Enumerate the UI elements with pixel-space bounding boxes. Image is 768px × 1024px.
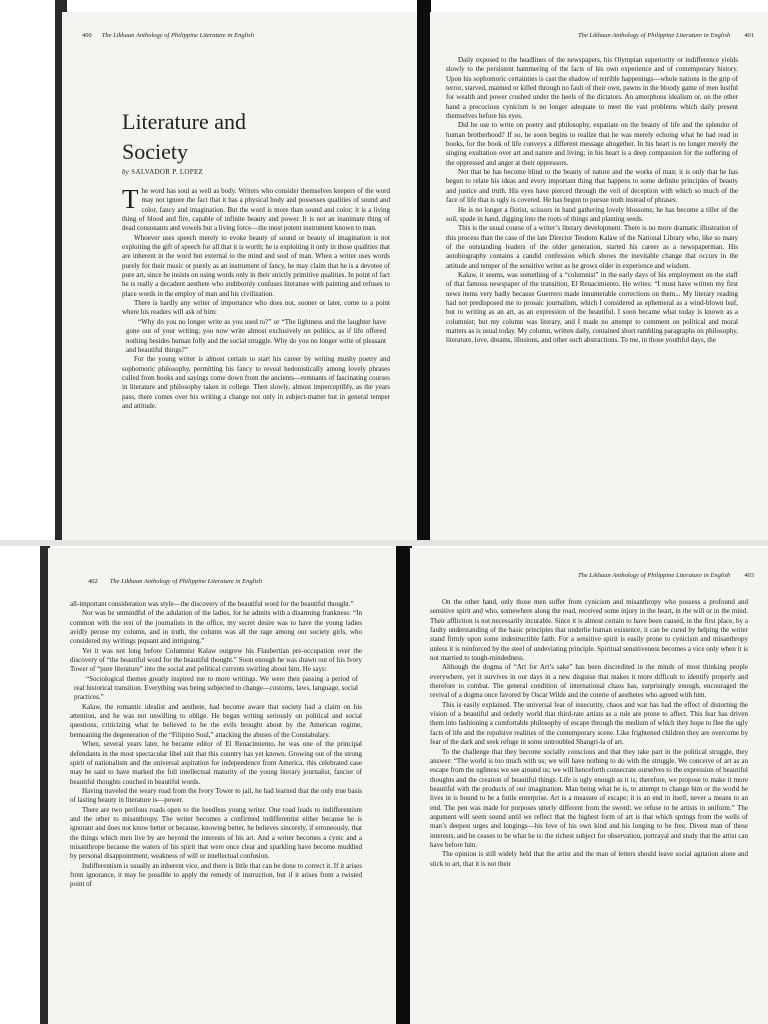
page-403 [410, 548, 768, 1024]
paragraph: Not that he has become blind to the beauty of nature and the works of man; it is only that he has begun to relate his ideas and every important thing that happens to some definite principles of beauty and justice and truth. His eyes have pierced through the veil of deception with which so much of the face of life that is ugly is covered. He has begun to pursue truth instead of phrases. [446, 168, 738, 205]
book-title: The Likhaan Anthology of Philippine Literature in English [101, 32, 254, 39]
paragraph: To the challenge that they become socially conscious and that they take part in the political struggle, they answer: “The world is too much with us; we will have nothing to do with the struggle. We conceive of art as an escape from the ugliness we see around us; we will henceforth consecrate ourselves to the expression of beautiful thoughts and the creation of beautiful things. Life is ugly enough as it is; therefore, we propose to make it more beautiful with the products of our imagination. Man being what he is, to attempt to change him or the world he lives in is bound to be a futile enterprise. Art is a measure of escape; it is an end in itself, never a means to an end. The pen was made for purposes utterly different from the sword; we refuse to be artists in uniform.” The argument will seem sound until we reflect that the highest form of art is that which springs from the wells of man’s deepest urges and longings—his love of his own kind and his longing to be free. Divest man of these interests, and he ceases to be what he is: the richest subject for observation, portrayal and study that the artist can have before him. [430, 747, 748, 849]
article-title: Literature and Society [122, 109, 246, 164]
author-name: SALVADOR P. LOPEZ [131, 168, 204, 176]
paragraph: For the young writer is almost certain to start his career by writing mushy poetry and sophomoric philosophy, permitting his fancy to reveal hedonistically among lovely phrases culled from books and sayings come down from the ancients—remnants of fascinating courses in literature and philosophy taken in college. Then slowly, almost imperceptibly, as the years pass, there comes over his writing a change not only in subject-matter but in general temper and attitude. [122, 355, 390, 410]
paragraph: This is easily explained. The universal fear of insecurity, chaos and war has had the effect of distorting the vision of a beautiful and orderly world that third-rate artists as a rule are prone to affect. This fear has driven them into fashioning a comfortable philosophy of escape through the medium of which they hope to flee the ugly facts of life and the repulsive realities of the contemporary scene. Like frightened children they are overcome by fear of the dark and seek refuge in some untroubled Shangri-la of art. [430, 700, 748, 747]
article-body [70, 600, 362, 890]
article-body [446, 56, 738, 346]
paragraph: Nor was he unmindful of the adulation of the ladies, for he admits with a disarming frankness: “In common with the rest of the journalists in the office, my secret desire was to have the young ladies avidly peruse my column, and in truth, the column was all the rage among our society girls, who considered my writings piquant and intriguing.” [70, 609, 362, 646]
page-number: 402 [88, 578, 98, 585]
paragraph: The opinion is still widely held that the artist and the man of letters should leave social agitation alone and stick to art, that it is not their [430, 850, 748, 868]
book-title: The Likhaan Anthology of Philippine Literature in English [109, 578, 262, 585]
paragraph: Kalaw, it seems, was something of a “columnist” in the early days of his employment on the staff of that famous newspaper of the transition, El Renacimiento. He writes: “I must have written my first news items very badly because Guerrero made innumerable corrections on them... My literary reading had not predisposed me to prosaic journalism, which I considered as ephemeral as a wind-blown leaf, but to writing as an art, as an expression of the beautiful. I soon became what today is known as a columnist; but my column was literary, and I made no attempt to comment on political and moral matters as is usual today. My column, written daily, contained short rambling paragraphs on philosophy, literature, love, dreams, illusions, and other such abstractions. To me, in those youthful days, the [446, 270, 738, 345]
paragraph: Having traveled the weary road from the Ivory Tower to jail, he had learned that the only true basis of lasting beauty in literature is—power. [70, 786, 362, 805]
paragraph: Did he use to write on poetry and philosophy, expatiate on the beauty of life and the splendor of human brotherhood? If so, he soon begins to realize that he was merely echoing what he had read in books, for the book of life conveys a different message altogether. In his heart is no longer merely the singing exultation over art and nature and living; in his heart is a deep compassion for the suffering of the oppressed and anger at their oppressors. [446, 121, 738, 167]
binding-gutter-top [417, 0, 431, 540]
page-number: 401 [744, 32, 754, 39]
running-head [480, 572, 754, 579]
paragraph: There is hardly any writer of importance who does not, sooner or later, come to a point where his readers will ask of him: [122, 299, 390, 317]
paragraph: On the other hand, only those men suffer from cynicism and misanthropy who possess a profound and sensitive spirit and who, somewhere along the road, received some injury in the heart, in the will or in the mind. Their affliction is not necessarily incurable. Since it is almost certain to have been caused, in the first place, by a faulty understanding of the basic principles that underlie human existence, it can be cured by helping the writer stand firmly upon some indestructible faith. For a sensitive spirit is easily prone to cynicism and misanthropy unless it is reinforced by the steel of undeviating principle. Spiritual sensitiveness becomes a vice only when it is not married to tough-mindedness. [430, 598, 748, 663]
paragraph: He is no longer a florist, scissors in hand gathering lovely blossoms; he has become a tiller of the soil, spade in hand, digging into the roots of things and planting seeds. [446, 205, 738, 223]
paragraph: all-important consideration was style—the discovery of the beautiful word for the beautiful thought.” [70, 600, 354, 608]
paragraph: This is the usual course of a writer’s literary development. There is no more dramatic illustration of this process than the case of the late Director Teodoro Kalaw of the National Library who, like so many of the outstanding leaders of the older generation, started his career as a newspaperman. His autobiography contains a candid confession which shows the inevitable change that occurs in the attitude and temper of the sensitive writer as he grows older in experience and wisdom. [446, 224, 738, 270]
book-title: The Likhaan Anthology of Philippine Literature in English [578, 572, 731, 579]
article-body [430, 598, 748, 869]
paragraph: Although the dogma of “Art for Art’s sake” has been discredited in the minds of most thinking people everywhere, yet it survives in our days in a new disguise that makes it more difficult to identify properly and therefore to combat. The general condition of international chaos has, surprisingly enough, encouraged the revival of a dogma once favored by Oscar Wilde and the coterie of aesthetes who agreed with him. [430, 663, 748, 700]
running-head [82, 32, 403, 39]
running-head [480, 32, 754, 39]
scan-separator [0, 540, 768, 546]
book-title: The Likhaan Anthology of Philippine Literature in English [578, 32, 731, 39]
page-401 [430, 12, 768, 540]
page-number: 403 [744, 572, 754, 579]
drop-cap: T [122, 184, 139, 214]
byline: by SALVADOR P. LOPEZ [122, 168, 204, 176]
paragraph: Indifferentism is usually an inherent vice, and there is little that can be done to correct it. If it arises from ignorance, it may be possible to apply the remedy of instruction, but if it arises from a twisted point of [70, 861, 362, 889]
paragraph: There are two perilous roads open to the heedless young writer. One road leads to indifferentism and the other to misanthropy. The writer becomes a confirmed indifferentist either because he is ignorant and does not know better or because, knowing better, he believes sincerely, if erroneously, that the things which men live by are beyond the interests of his art. And a writer becomes a cynic and a misanthrope because the waters of his spirit that were once clear and sparkling have become muddied by personal disappointment, weakness of will or intellectual confusion. [70, 805, 362, 861]
page-402 [48, 548, 396, 1024]
paragraph: Whoever uses speech merely to evoke beauty of sound or beauty of imagination is not exploiting the gift of speech for all that it is worth; he is exploiting it only in those qualities that are inherent in the word but external to the mind and soul of man. When a writer uses words purely for their music or purely as an instrument of fancy, he may claim that he is a devotee of pure art, since he insists on using words only in their strictly primitive qualities. In point of fact he is really a decadent aesthete who stubbornly confuses literature with painting and refuses to place words in the employ of man and his civilization. [122, 233, 390, 298]
paragraph: When, several years later, he became editor of El Renacimiento, he was one of the principal defendants in the most spectacular libel suit that this country has yet known. Growing out of the strong spirit of nationalism and the universal aspiration for independence from America, this celebrated case may be said to have marked the full intellectual maturity of the young literary journalist, fancier of beautiful thoughts couched in beautiful words. [70, 740, 362, 786]
article-body [122, 184, 390, 411]
block-quote: “Sociological themes greatly inspired me to more writings. We were then passing a period of real historical transition. Everything was being subjected to change—customs, laws, language, social practices.” [74, 674, 358, 702]
paragraph: Yet it was not long before Columnist Kalaw outgrew his Flaubertian pre-occupation over the discovery of “the beautiful word for the beautiful thought.” Soon enough he was drawn out of his Ivory Tower of “pure literature” into the social and political currents swirling about him. He says: [70, 646, 362, 674]
page-400 [62, 12, 417, 540]
block-quote: “Why do you no longer write as you used to?” or “The lightness and the laughter have gone out of your writing; you now write almost exclusively on politics, as if life offered nothing besides human folly and the social struggle. Why do you no longer write of pleasant and beautiful things?” [126, 317, 386, 354]
paragraph: Daily exposed to the headlines of the newspapers, his Olympian superiority or indifference yields slowly to the persistent hammering of the facts of his own experience and of contemporary history. Upon his sophomoric certainties is cast the shadow of terrible happenings—whole nations in the grip of terror, starved, maimed or killed through no fault of their own, pawns in the bloody game of men lustful for wealth and power crushed under the heels of the dictators. An amorphous idealism or, on the other hand a precocious cynicism is no longer adequate to meet the vast problems which daily present themselves before his eyes. [446, 56, 738, 121]
paragraph: Kalaw, the romantic idealist and aesthete, had become aware that society had a claim on his attention, and he was not unwilling to oblige. He began writing seriously on political and social questions, criticizing what he believed to be the evils brought about by the American regime, bemoaning the degeneration of the “Filipino Soul,” attacking the abuses of the Constabulary. [70, 702, 362, 739]
page-number: 400 [82, 32, 92, 39]
paragraph: The word has soul as well as body. Writers who consider themselves keepers of the word may not ignore the fact that it has a physical body and possesses qualities of sound and color, fancy and imagination. But the word is more than sound and color; it is a living thing of blood and fire, capable of infinite beauty and power. It is not an inanimate thing of dead consonants and vowels but a living force—the most potent instrument known to man. [122, 184, 390, 233]
running-head [88, 578, 382, 585]
